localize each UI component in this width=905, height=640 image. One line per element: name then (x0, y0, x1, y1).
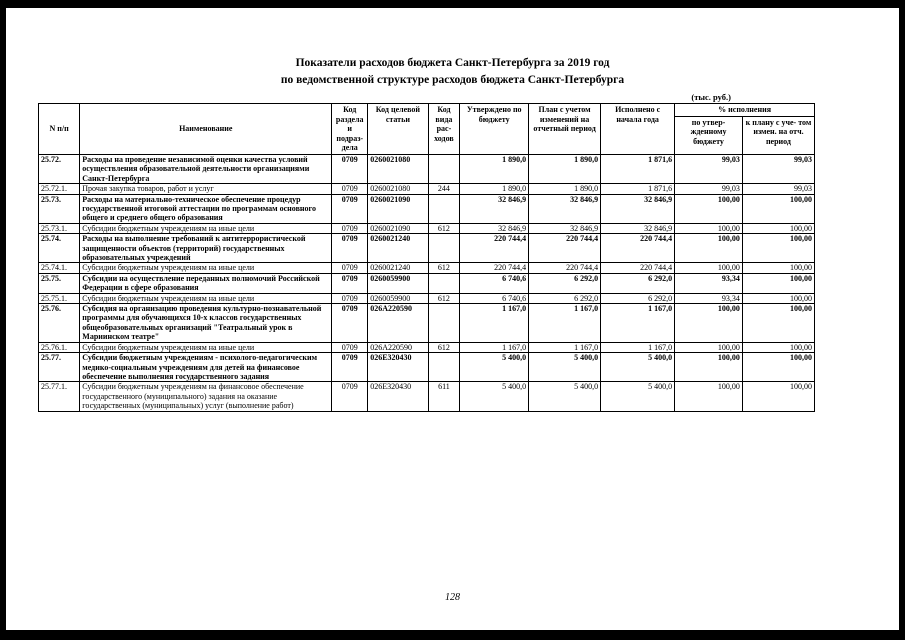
cell-executed: 1 167,0 (601, 342, 675, 352)
cell-pct-approved: 100,00 (675, 223, 743, 233)
header-section: Код раздела и подраз- дела (332, 104, 368, 155)
cell-name: Субсидия на организацию проведения культурно-познавательной программы для обучающихся 10-х классов государственных общеобразовательных организаций "Театральный урок в Мариинском театре" (80, 304, 332, 343)
cell-pct-plan: 100,00 (742, 353, 814, 382)
cell-type: 612 (428, 342, 460, 352)
cell-num: 25.72. (39, 154, 80, 183)
page-number: 128 (445, 592, 460, 603)
cell-num: 25.74. (39, 234, 80, 263)
header-approved: Утверждено по бюджету (460, 104, 529, 155)
cell-name: Субсидии бюджетным учреждениям на финансовое обеспечение государственного (муниципального) задания на оказание государственных (муниципальных) услуг (выполнение работ) (80, 382, 332, 411)
cell-executed: 220 744,4 (601, 234, 675, 263)
header-pct-plan: к плану с уче- том измен. на отч. период (742, 116, 814, 154)
cell-name: Субсидии бюджетным учреждениям на иные цели (80, 223, 332, 233)
table-row (39, 154, 815, 183)
header-name: Наименование (80, 104, 332, 155)
cell-plan: 1 167,0 (529, 342, 601, 352)
cell-name: Субсидии на осуществление переданных полномочий Российской Федерации в сфере образования (80, 273, 332, 293)
cell-type: 612 (428, 293, 460, 303)
cell-num: 25.72.1. (39, 184, 80, 194)
cell-num: 25.77. (39, 353, 80, 382)
cell-plan: 5 400,0 (529, 382, 601, 411)
cell-num: 25.76.1. (39, 342, 80, 352)
table-row (39, 234, 815, 263)
cell-type (428, 194, 460, 223)
cell-approved: 1 890,0 (460, 154, 529, 183)
cell-name: Расходы на материально-техническое обеспечение процедур государственной итоговой аттестации по программам основного общего и среднего общего образования (80, 194, 332, 223)
table-row (39, 194, 815, 223)
cell-pct-approved: 100,00 (675, 194, 743, 223)
cell-name: Расходы на проведение независимой оценки качества условий осуществления образовательной деятельности организациями Санкт-Петербурга (80, 154, 332, 183)
cell-section: 0709 (332, 223, 368, 233)
cell-pct-approved: 93,34 (675, 293, 743, 303)
cell-executed: 32 846,9 (601, 223, 675, 233)
table-body (39, 154, 815, 411)
document-title: Показатели расходов бюджета Санкт-Петербурга за 2019 год (295, 57, 610, 69)
cell-name: Прочая закупка товаров, работ и услуг (80, 184, 332, 194)
cell-num: 25.75. (39, 273, 80, 293)
cell-target: 026Е320430 (368, 353, 428, 382)
cell-approved: 1 890,0 (460, 184, 529, 194)
cell-executed: 1 871,6 (601, 154, 675, 183)
header-target: Код целевой статьи (368, 104, 428, 155)
cell-section: 0709 (332, 184, 368, 194)
cell-num: 25.76. (39, 304, 80, 343)
cell-section: 0709 (332, 234, 368, 263)
cell-section: 0709 (332, 263, 368, 273)
cell-pct-approved: 100,00 (675, 353, 743, 382)
cell-plan: 32 846,9 (529, 223, 601, 233)
cell-approved: 220 744,4 (460, 263, 529, 273)
cell-num: 25.73.1. (39, 223, 80, 233)
cell-section: 0709 (332, 293, 368, 303)
cell-type: 612 (428, 223, 460, 233)
cell-name: Субсидии бюджетным учреждениям на иные цели (80, 293, 332, 303)
cell-target: 0260021080 (368, 154, 428, 183)
cell-target: 026Е320430 (368, 382, 428, 411)
cell-plan: 6 292,0 (529, 273, 601, 293)
table-row (39, 382, 815, 411)
cell-pct-plan: 100,00 (742, 304, 814, 343)
header-executed: Исполнено с начала года (601, 104, 675, 155)
cell-plan: 220 744,4 (529, 234, 601, 263)
cell-executed: 1 167,0 (601, 304, 675, 343)
cell-pct-plan: 100,00 (742, 382, 814, 411)
cell-executed: 6 292,0 (601, 273, 675, 293)
cell-type (428, 234, 460, 263)
cell-approved: 6 740,6 (460, 293, 529, 303)
cell-name: Расходы на выполнение требований к антитеррористической защищенности объектов (территорий) государственных образовательных учреждений (80, 234, 332, 263)
cell-section: 0709 (332, 273, 368, 293)
table-row (39, 353, 815, 382)
cell-section: 0709 (332, 353, 368, 382)
cell-plan: 32 846,9 (529, 194, 601, 223)
cell-num: 25.75.1. (39, 293, 80, 303)
document-page (6, 8, 899, 630)
expenditure-table (38, 103, 815, 412)
cell-type (428, 273, 460, 293)
cell-target: 0260059900 (368, 293, 428, 303)
cell-target: 0260021240 (368, 234, 428, 263)
cell-pct-approved: 93,34 (675, 273, 743, 293)
cell-type (428, 353, 460, 382)
cell-pct-approved: 100,00 (675, 234, 743, 263)
cell-plan: 6 292,0 (529, 293, 601, 303)
table-row (39, 184, 815, 194)
cell-type (428, 304, 460, 343)
cell-pct-plan: 100,00 (742, 273, 814, 293)
cell-executed: 32 846,9 (601, 194, 675, 223)
cell-pct-plan: 99,03 (742, 154, 814, 183)
cell-pct-approved: 100,00 (675, 304, 743, 343)
header-plan: План с учетом изменений на отчетный период (529, 104, 601, 155)
header-type: Код вида рас- ходов (428, 104, 460, 155)
cell-target: 0260021080 (368, 184, 428, 194)
document-subtitle: по ведомственной структуре расходов бюджета Санкт-Петербурга (280, 74, 625, 86)
cell-num: 25.73. (39, 194, 80, 223)
cell-section: 0709 (332, 304, 368, 343)
cell-approved: 1 167,0 (460, 304, 529, 343)
cell-approved: 220 744,4 (460, 234, 529, 263)
cell-section: 0709 (332, 194, 368, 223)
cell-num: 25.74.1. (39, 263, 80, 273)
cell-pct-plan: 100,00 (742, 342, 814, 352)
cell-num: 25.77.1. (39, 382, 80, 411)
cell-name: Субсидии бюджетным учреждениям - психолого-педагогическим медико-социальным учреждениям для детей на финансовое обеспечение выполнения государственного задания (80, 353, 332, 382)
cell-approved: 32 846,9 (460, 194, 529, 223)
cell-target: 0260059900 (368, 273, 428, 293)
cell-name: Субсидии бюджетным учреждениям на иные цели (80, 342, 332, 352)
cell-pct-plan: 100,00 (742, 293, 814, 303)
table-row (39, 293, 815, 303)
cell-pct-approved: 100,00 (675, 263, 743, 273)
cell-plan: 1 167,0 (529, 304, 601, 343)
table-row (39, 263, 815, 273)
cell-plan: 5 400,0 (529, 353, 601, 382)
cell-executed: 220 744,4 (601, 263, 675, 273)
cell-name: Субсидии бюджетным учреждениям на иные цели (80, 263, 332, 273)
cell-pct-approved: 99,03 (675, 184, 743, 194)
cell-plan: 220 744,4 (529, 263, 601, 273)
header-pct-group: % исполнения (675, 104, 815, 117)
cell-approved: 5 400,0 (460, 353, 529, 382)
cell-type: 612 (428, 263, 460, 273)
cell-executed: 6 292,0 (601, 293, 675, 303)
cell-target: 0260021090 (368, 194, 428, 223)
cell-type: 244 (428, 184, 460, 194)
cell-pct-plan: 100,00 (742, 223, 814, 233)
cell-approved: 5 400,0 (460, 382, 529, 411)
cell-pct-approved: 100,00 (675, 382, 743, 411)
cell-target: 0260021090 (368, 223, 428, 233)
header-num: N п/п (39, 104, 80, 155)
table-row (39, 223, 815, 233)
cell-approved: 1 167,0 (460, 342, 529, 352)
table-row (39, 273, 815, 293)
cell-target: 026А220590 (368, 304, 428, 343)
cell-section: 0709 (332, 342, 368, 352)
units-label: (тыс. руб.) (691, 92, 731, 102)
cell-executed: 1 871,6 (601, 184, 675, 194)
cell-pct-plan: 100,00 (742, 263, 814, 273)
cell-approved: 6 740,6 (460, 273, 529, 293)
cell-pct-approved: 100,00 (675, 342, 743, 352)
cell-executed: 5 400,0 (601, 382, 675, 411)
cell-pct-plan: 100,00 (742, 194, 814, 223)
cell-plan: 1 890,0 (529, 184, 601, 194)
table-row (39, 342, 815, 352)
cell-type: 611 (428, 382, 460, 411)
cell-section: 0709 (332, 154, 368, 183)
cell-approved: 32 846,9 (460, 223, 529, 233)
cell-pct-approved: 99,03 (675, 154, 743, 183)
cell-target: 026А220590 (368, 342, 428, 352)
cell-section: 0709 (332, 382, 368, 411)
cell-type (428, 154, 460, 183)
header-pct-approved: по утвер- жденному бюджету (675, 116, 743, 154)
table-row (39, 304, 815, 343)
cell-pct-plan: 100,00 (742, 234, 814, 263)
cell-target: 0260021240 (368, 263, 428, 273)
cell-executed: 5 400,0 (601, 353, 675, 382)
cell-pct-plan: 99,03 (742, 184, 814, 194)
cell-plan: 1 890,0 (529, 154, 601, 183)
